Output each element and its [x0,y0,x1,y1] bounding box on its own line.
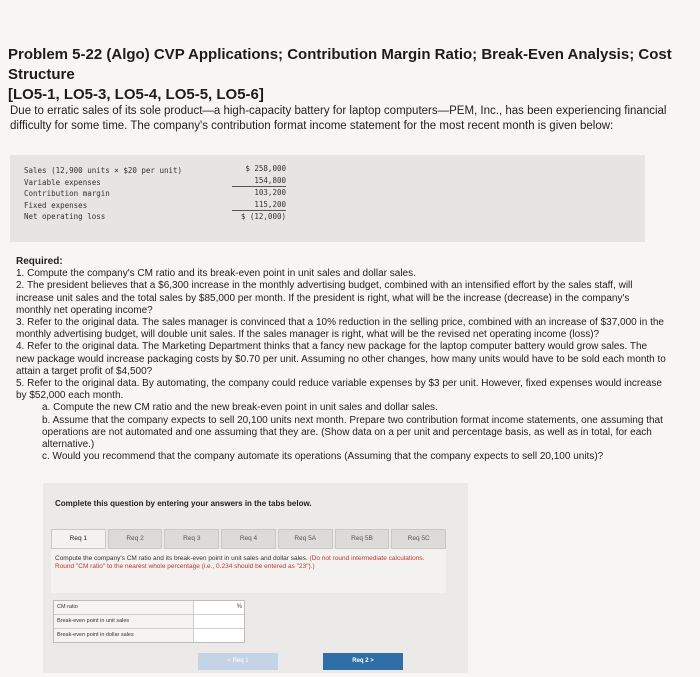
problem-title [8,45,688,105]
tab-req-1[interactable]: Req 1 [51,529,106,549]
income-statement-values [232,163,286,223]
answer-row [54,601,244,615]
required-item: 2. The president believes that a $6,300 increase in the monthly advertising budget, combined with an intensified effort by the sales staff, will increase unit sales and the total sales by $85,000 per month. If the president is right, what will be the increase (decrease) in the company's monthly net operating income? [16,280,633,316]
tab-req-5b[interactable]: Req 5B [335,529,390,549]
panel-heading: Complete this question by entering your answers in the tabs below. [55,499,312,508]
statement-label: Fixed expenses [24,200,88,210]
break-even-dollars-input[interactable] [194,629,244,642]
instruction-note: (Do not round intermediate calculations. Round "CM ratio" to the nearest whole percentage (i.e., 0.234 should be entered as "23").) [55,555,425,570]
statement-label: Variable expenses [24,177,101,187]
statement-label: Sales (12,900 units × $20 per unit) [24,166,183,175]
tab-req-5c[interactable]: Req 5C [391,529,446,549]
statement-value: 115,200 [232,199,286,212]
statement-value: 154,800 [232,175,286,188]
answer-label: CM ratio [54,601,194,614]
answer-row [54,615,244,629]
tab-req-3[interactable]: Req 3 [164,529,219,549]
answer-label: Break-even point in dollar sales [54,629,194,642]
problem-title-line2: [LO5-1, LO5-3, LO5-4, LO5-5, LO5-6] [8,86,264,103]
statement-label: Net operating loss [24,212,106,221]
break-even-units-input[interactable] [194,615,244,628]
req-tabs [51,529,446,549]
problem-title-line1: Problem 5-22 (Algo) CVP Applications; Contribution Margin Ratio; Break-Even Analysis; Cost Structure [8,46,672,83]
required-subitem: c. Would you recommend that the company automate its operations (Assuming that the company expects to sell 20,100 units)? [42,451,604,463]
required-item: 4. Refer to the original data. The Marketing Department thinks that a fancy new package for the laptop computer battery would grow sales. The new package would increase packaging costs by $0.70 per unit. Assuming no other changes, how many units would have to be sold each month to attain a target profit of $4,500? [16,341,666,377]
required-item: 5. Refer to the original data. By automating, the company could reduce variable expenses by $3 per unit. However, fixed expenses would increase by $52,000 each month. [16,378,662,402]
tab-req-5a[interactable]: Req 5A [278,529,333,549]
statement-value: $ 258,000 [245,164,286,173]
required-subitem: a. Compute the new CM ratio and the new break-even point in unit sales and dollar sales. [42,402,438,414]
answer-table [53,600,245,643]
required-section [16,256,666,463]
cm-ratio-input[interactable] [194,601,244,614]
income-statement-labels [24,165,182,223]
problem-intro: Due to erratic sales of its sole product—a high-capacity battery for laptop computers—PEM, Inc., has been experiencing financial difficulty for some time. The company's contribution format income statement for the most recent month is given below: [10,105,667,132]
answer-row [54,629,244,642]
tab-req-4[interactable]: Req 4 [221,529,276,549]
instruction-box [51,549,446,593]
statement-value: 103,200 [254,188,286,197]
required-heading: Required: [16,256,63,267]
income-statement [10,155,645,242]
statement-value: $ (12,000) [240,212,286,221]
tab-req-2[interactable]: Req 2 [108,529,163,549]
percent-unit: % [236,604,242,610]
instruction-text [55,555,440,571]
prev-button[interactable]: < Req 1 [198,653,278,670]
answer-label: Break-even point in unit sales [54,615,194,628]
instruction-main: Compute the company's CM ratio and its break-even point in unit sales and dollar sales. [55,555,308,562]
required-subitem: b. Assume that the company expects to sell 20,100 units next month. Prepare two contribution format income statements, one assuming that operations are not automated and one assuming that they are. (Show data on a per unit and percentage basis, as well as in total, for each alternative.) [42,414,663,451]
next-button[interactable]: Req 2 > [323,653,403,670]
required-item: 3. Refer to the original data. The sales manager is convinced that a 10% reduction in the selling price, combined with an increase of $37,000 in the monthly advertising budget, will double unit sales. If the sales manager is right, what will be the revised net operating income (loss)? [16,317,664,341]
statement-label: Contribution margin [24,189,110,198]
answer-panel [43,483,468,673]
required-item: 1. Compute the company's CM ratio and its break-even point in unit sales and dollar sales. [16,268,416,280]
